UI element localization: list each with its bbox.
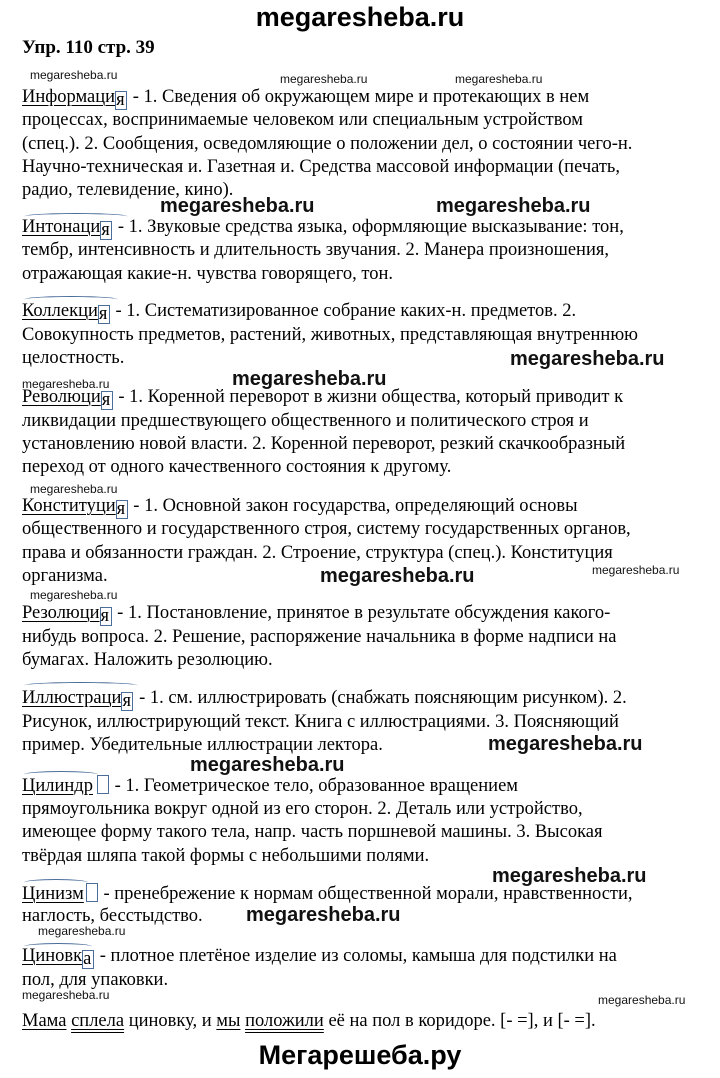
entry-line: Научно-техническая и. Газетная и. Средства массовой информации (печать, (22, 157, 620, 177)
entry-line: радио, телевидение, кино). (22, 180, 234, 200)
sentence-text: её на пол в коридоре. [- =], и [- =]. (323, 1011, 596, 1031)
watermark: megaresheba.ru (455, 72, 543, 86)
definition-text: - пренебрежение к нормам общественной морали, нравственности, (98, 884, 633, 904)
watermark: megaresheba.ru (280, 72, 368, 86)
watermark: megaresheba.ru (38, 924, 126, 938)
entry-first-line (22, 688, 627, 711)
definition-text: - 1. Коренной переворот в жизни общества, который приводит к (113, 387, 624, 407)
entry-line: целостность. (22, 348, 125, 368)
watermark: megaresheba.ru (488, 733, 643, 755)
ending-box: я (100, 607, 112, 626)
exercise-title: Упр. 110 стр. 39 (22, 37, 155, 58)
site-footer: Мегарешеба.ру (258, 1040, 462, 1070)
definition-text: - 1. Геометрическое тело, образованное вращением (109, 776, 518, 796)
subject: Мама (22, 1011, 67, 1031)
entry-first-line (22, 883, 633, 905)
ending-box: я (98, 305, 110, 324)
entry-first-line (22, 387, 623, 410)
entry-line: отражающая какие-н. чувства говорящего, тон. (22, 264, 394, 284)
zero-ending-box (97, 775, 109, 794)
entry-line: процессах, воспринимаемые человеком или специальным устройством (22, 110, 583, 130)
watermark: megaresheba.ru (436, 195, 591, 217)
watermark: megaresheba.ru (30, 588, 118, 602)
ending-box: я (116, 500, 128, 519)
entry-line: имеющее форму такого тела, напр. часть поршневой машины. 3. Высокая (22, 822, 603, 842)
entry-first-line (22, 775, 518, 797)
example-sentence (22, 1011, 596, 1032)
entry-line: (спец.). 2. Сообщения, осведомляющие о положении дел, о состоянии чего-н. (22, 134, 633, 154)
ending-box: я (101, 391, 113, 410)
term: Интонаци (22, 217, 101, 237)
ending-box: я (121, 692, 133, 711)
entry-first-line (22, 603, 610, 626)
watermark: megaresheba.ru (190, 754, 345, 776)
term: Революци (22, 387, 101, 407)
entry-line: тембр, интенсивность и длительность звучания. 2. Манера произношения, (22, 240, 609, 260)
term: Резолюци (22, 603, 100, 623)
entry-line: бумагах. Наложить резолюцию. (22, 650, 273, 670)
entry-line: общественного и государственного строя, систему государственных органов, (22, 519, 631, 539)
term: Цинизм (22, 884, 84, 904)
watermark: megaresheba.ru (22, 988, 110, 1002)
definition-text: - плотное плетёное изделие из соломы, камыша для подстилки на (95, 946, 617, 966)
predicate: положили (245, 1011, 324, 1031)
entry-line: прямоугольника вокруг одной из его сторон. 2. Деталь или устройство, (22, 799, 583, 819)
entry-first-line (22, 217, 624, 240)
entry-line: нибудь вопроса. 2. Решение, распоряжение начальника в форме надписи на (22, 627, 617, 647)
site-header: megaresheba.ru (255, 2, 465, 32)
watermark: megaresheba.ru (492, 865, 647, 887)
definition-text: - 1. Сведения об окружающем мире и протекающих в нем (128, 87, 590, 107)
watermark: megaresheba.ru (320, 565, 475, 587)
entry-line: наглость, бесстыдство. (22, 906, 203, 926)
ending-box: а (82, 950, 94, 969)
entry-line: организма. (22, 566, 108, 586)
definition-text: - 1. Звуковые средства языка, оформляющие высказывание: тон, (113, 217, 624, 237)
watermark: megaresheba.ru (510, 348, 665, 370)
watermark: megaresheba.ru (598, 993, 686, 1007)
term: Информаци (22, 87, 116, 107)
entry-line: Совокупность предметов, растений, животных, представляющая внутреннюю (22, 325, 638, 345)
entry-line: пол, для упаковки. (22, 970, 169, 990)
definition-text: - 1. см. иллюстрировать (снабжать поясняющим рисунком). 2. (134, 688, 627, 708)
entry-line: переход от одного качественного состояния к другому. (22, 457, 452, 477)
entry-first-line (22, 496, 578, 519)
definition-text: - 1. Постановление, принятое в результате обсуждения какого- (112, 603, 611, 623)
term: Иллюстраци (22, 688, 122, 708)
entry-first-line (22, 946, 617, 969)
watermark: megaresheba.ru (30, 482, 118, 496)
term: Коллекци (22, 301, 98, 321)
entry-line: права и обязанности граждан. 2. Строение, структура (спец.). Конституция (22, 543, 613, 563)
definition-text: - 1. Систематизированное собрание каких-н. предметов. 2. (110, 301, 577, 321)
subject: мы (216, 1011, 241, 1031)
watermark: megaresheba.ru (232, 368, 387, 390)
zero-ending-box (86, 883, 98, 902)
term: Цилиндр (22, 776, 93, 796)
term: Циновк (22, 946, 83, 966)
entry-line: пример. Убедительные иллюстрации лектора. (22, 735, 383, 755)
entry-first-line (22, 301, 576, 324)
predicate: сплела (71, 1011, 125, 1031)
definition-text: - 1. Основной закон государства, определяющий основы (128, 496, 578, 516)
ending-box: я (100, 221, 112, 240)
entry-line: ликвидации предшествующего общественного и политического строя и (22, 411, 589, 431)
ending-box: я (115, 91, 127, 110)
term: Конституци (22, 496, 116, 516)
watermark: megaresheba.ru (592, 563, 680, 577)
entry-line: установлению новой власти. 2. Коренной переворот, резкий скачкообразный (22, 434, 626, 454)
watermark: megaresheba.ru (30, 68, 118, 82)
watermark: megaresheba.ru (22, 377, 110, 391)
sentence-text: циновку, и (124, 1011, 217, 1031)
watermark: megaresheba.ru (246, 904, 401, 926)
entry-line: твёрдая шляпа такой формы с небольшими полями. (22, 846, 430, 866)
watermark: megaresheba.ru (160, 195, 315, 217)
entry-first-line (22, 87, 589, 110)
entry-line: Рисунок, иллюстрирующий текст. Книга с иллюстрациями. 3. Поясняющий (22, 712, 619, 732)
